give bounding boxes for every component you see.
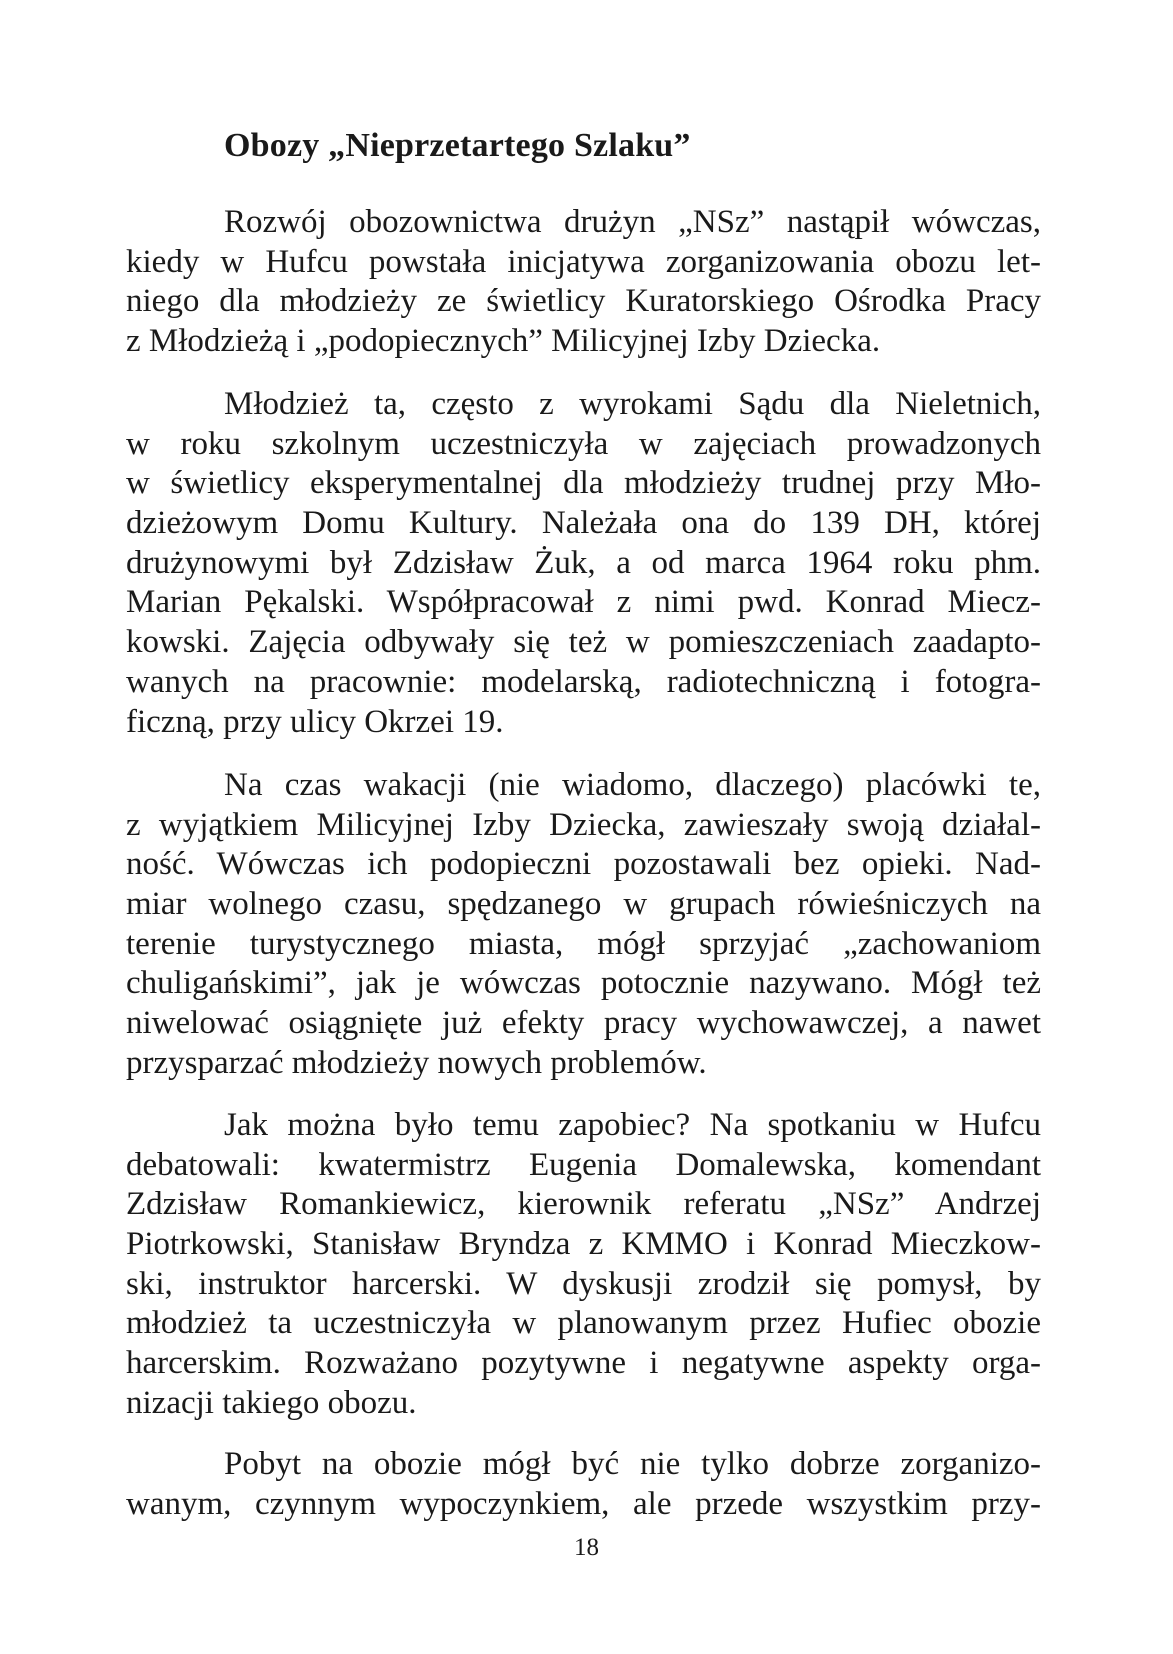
text-line: Piotrkowski, Stanisław Bryndza z KMMO i Konrad Mieczkow- — [126, 1226, 1041, 1263]
text-line: chuligańskimi”, jak je wówczas potocznie nazywano. Mógł też — [126, 965, 1041, 1002]
text-line: niwelować osiągnięte już efekty pracy wychowawczej, a nawet — [126, 1005, 1041, 1042]
text-line: w świetlicy eksperymentalnej dla młodzieży trudnej przy Mło- — [126, 465, 1041, 502]
paragraph-1 — [126, 203, 1041, 362]
page-number: 18 — [574, 1534, 599, 1561]
text-line: kowski. Zajęcia odbywały się też w pomieszczeniach zaadapto- — [126, 624, 1041, 661]
text-line: Pobyt na obozie mógł być nie tylko dobrze zorganizo- — [224, 1446, 1041, 1482]
text-line: przysparzać młodzieży nowych problemów. — [126, 1044, 707, 1081]
text-line: Zdzisław Romankiewicz, kierownik referatu „NSz” Andrzej — [126, 1186, 1041, 1223]
paragraph-2 — [126, 385, 1041, 742]
text-line: niego dla młodzieży ze świetlicy Kuratorskiego Ośrodka Pracy — [126, 283, 1041, 320]
text-line: z Młodzieżą i „podopiecznych” Milicyjnej Izby Dziecka. — [126, 323, 881, 360]
text-line: dzieżowym Domu Kultury. Należała ona do 139 DH, której — [126, 505, 1041, 542]
text-line: Marian Pękalski. Współpracował z nimi pwd. Konrad Miecz- — [126, 584, 1041, 621]
text-line: ficzną, przy ulicy Okrzei 19. — [126, 703, 504, 740]
text-line: debatowali: kwatermistrz Eugenia Domalewska, komendant — [126, 1146, 1041, 1183]
text-line: harcerskim. Rozważano pozytywne i negatywne aspekty orga- — [126, 1345, 1041, 1382]
paragraph-4 — [126, 1106, 1041, 1424]
text-line: Jak można było temu zapobiec? Na spotkaniu w Hufcu — [224, 1107, 1041, 1143]
text-line: Na czas wakacji (nie wiadomo, dlaczego) placówki te, — [224, 767, 1041, 803]
text-line: ność. Wówczas ich podopieczni pozostawali bez opieki. Nad- — [126, 846, 1041, 883]
text-line: ski, instruktor harcerski. W dyskusji zrodził się pomysł, by — [126, 1265, 1041, 1302]
paragraph-5 — [126, 1445, 1041, 1524]
text-line: terenie turystycznego miasta, mógł sprzyjać „zachowaniom — [126, 925, 1041, 962]
text-line: w roku szkolnym uczestniczyła w zajęciach prowadzonych — [126, 425, 1041, 462]
section-heading: Obozy „Nieprzetartego Szlaku” — [224, 127, 691, 164]
text-line: kiedy w Hufcu powstała inicjatywa zorganizowania obozu let- — [126, 243, 1041, 280]
text-line: Młodzież ta, często z wyrokami Sądu dla Nieletnich, — [224, 386, 1041, 422]
text-line: wanych na pracownie: modelarską, radiotechniczną i fotogra- — [126, 663, 1041, 700]
text-line: miar wolnego czasu, spędzanego w grupach rówieśniczych na — [126, 886, 1041, 923]
paragraph-3 — [126, 766, 1041, 1084]
text-line: młodzież ta uczestniczyła w planowanym przez Hufiec obozie — [126, 1305, 1041, 1342]
text-line: wanym, czynnym wypoczynkiem, ale przede wszystkim przy- — [126, 1485, 1041, 1522]
text-line: drużynowymi był Zdzisław Żuk, a od marca 1964 roku phm. — [126, 544, 1041, 581]
text-line: z wyjątkiem Milicyjnej Izby Dziecka, zawieszały swoją działal- — [126, 806, 1041, 843]
text-line: nizacji takiego obozu. — [126, 1384, 417, 1421]
text-line: Rozwój obozownictwa drużyn „NSz” nastąpił wówczas, — [224, 204, 1041, 240]
